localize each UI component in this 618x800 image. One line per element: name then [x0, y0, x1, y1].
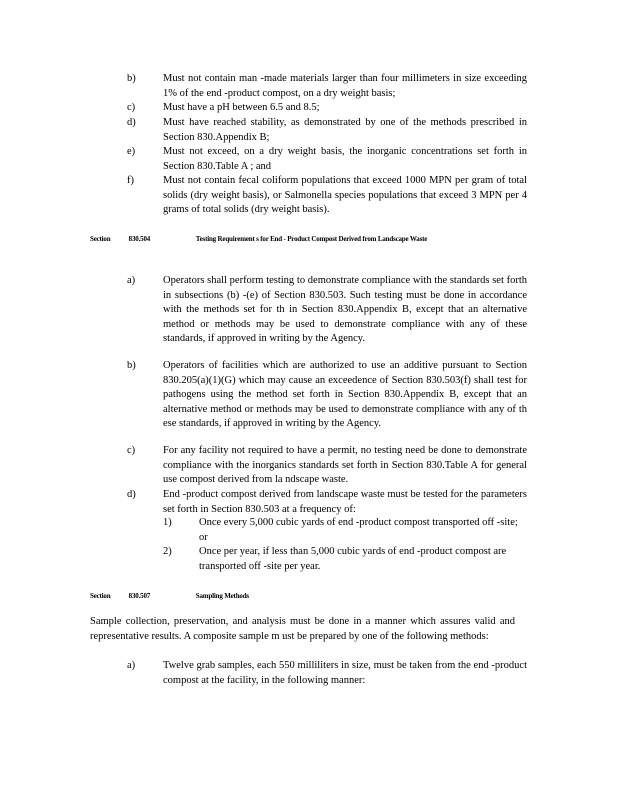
list-item-label: a): [127, 660, 136, 671]
body-paragraph: Sample collection, preservation, and analysis must be done in a manner which assures valid and representative results. A composite sample m ust be prepared by one of the following methods:: [90, 616, 515, 642]
list-item: [127, 145, 527, 174]
section-number: 830.507: [128, 591, 151, 600]
sublist-item-label: 1): [163, 517, 172, 528]
list-item-text: Must not exceed, on a dry weight basis, the inorganic concentrations set forth in Section 830.Table A ; and: [163, 146, 527, 172]
list-item: [127, 116, 527, 145]
list-item-text: Must not contain fecal coliform populations that exceed 1000 MPN per gram of total solids (dry weight basis), or Salmonella species populations that exceed 3 MPN per 4 grams of total solids (dry weight basis).: [163, 175, 527, 216]
list-item-text: Twelve grab samples, each 550 milliliters in size, must be taken from the end -product compost at the facility, in the following manner:: [163, 660, 527, 686]
list-item-text: For any facility not required to have a permit, no testing need be done to demonstrate compliance with the inorganics standards set forth in Section 830.Table A for general use compost derived from la ndscape waste.: [163, 445, 527, 486]
list-item-label: d): [127, 117, 136, 128]
list-item-text: Operators of facilities which are authorized to use an additive pursuant to Section 830.205(a)(1)(G) which may cause an exceedence of Section 830.503(f) shall test for pathogens using the method set forth in Section 830.Appendix B, except that an alternative method or methods may be used to demonstrate compliance with any of th ese standards, if approved in writing by the Agency.: [163, 360, 527, 430]
section-title: Sampling Methods: [195, 591, 249, 600]
section-number: 830.504: [128, 234, 151, 243]
list-item-label: e): [127, 146, 136, 157]
list-item-text: Must have reached stability, as demonstrated by one of the methods prescribed in Section 830.Appendix B;: [163, 117, 527, 143]
list-item: [127, 72, 527, 101]
list-item-label: d): [127, 489, 136, 500]
list-item-text: Operators shall perform testing to demonstrate compliance with the standards set forth in subsections (b) -(e) of Section 830.503. Such testing must be done in accordance with the methods set for th in Section 830.Appendix B, except that an alternative method or methods may be used to demonstrate compliance with any of these standards, if approved in writing by the Agency.: [163, 275, 527, 345]
list-item-text: End -product compost derived from landscape waste must be tested for the parameters set forth in Section 830.503 at a frequency of:: [163, 489, 527, 515]
list-item-label: c): [127, 102, 136, 113]
section-word: Section: [90, 234, 111, 243]
list-item: [127, 659, 527, 688]
list-item: [127, 359, 527, 432]
list-item-text: Must have a pH between 6.5 and 8.5;: [163, 102, 320, 113]
list-item: [127, 274, 527, 347]
sublist-item: [163, 545, 523, 574]
sublist-item-text: Once per year, if less than 5,000 cubic yards of end -product compost are transported off -site per year.: [199, 546, 507, 572]
list-item-label: b): [127, 73, 136, 84]
list-item: [127, 444, 527, 488]
list-item: [127, 488, 527, 517]
list-item-label: b): [127, 360, 136, 371]
list-item-label: f): [127, 175, 134, 186]
list-item-label: c): [127, 445, 136, 456]
list-item-text: Must not contain man -made materials larger than four millimeters in size exceeding 1% of the end -product compost, on a dry weight basis;: [163, 73, 527, 99]
sublist-item-text: Once every 5,000 cubic yards of end -product compost transported off -site; or: [199, 517, 518, 543]
list-item: [127, 101, 527, 116]
section-word: Section: [90, 591, 111, 600]
list-item-label: a): [127, 275, 136, 286]
section-title: Testing Requirement s for End - Product Compost Derived from Landscape Waste: [195, 234, 428, 243]
sublist-item-label: 2): [163, 546, 172, 557]
sublist-item: [163, 516, 523, 545]
list-item: [127, 174, 527, 218]
